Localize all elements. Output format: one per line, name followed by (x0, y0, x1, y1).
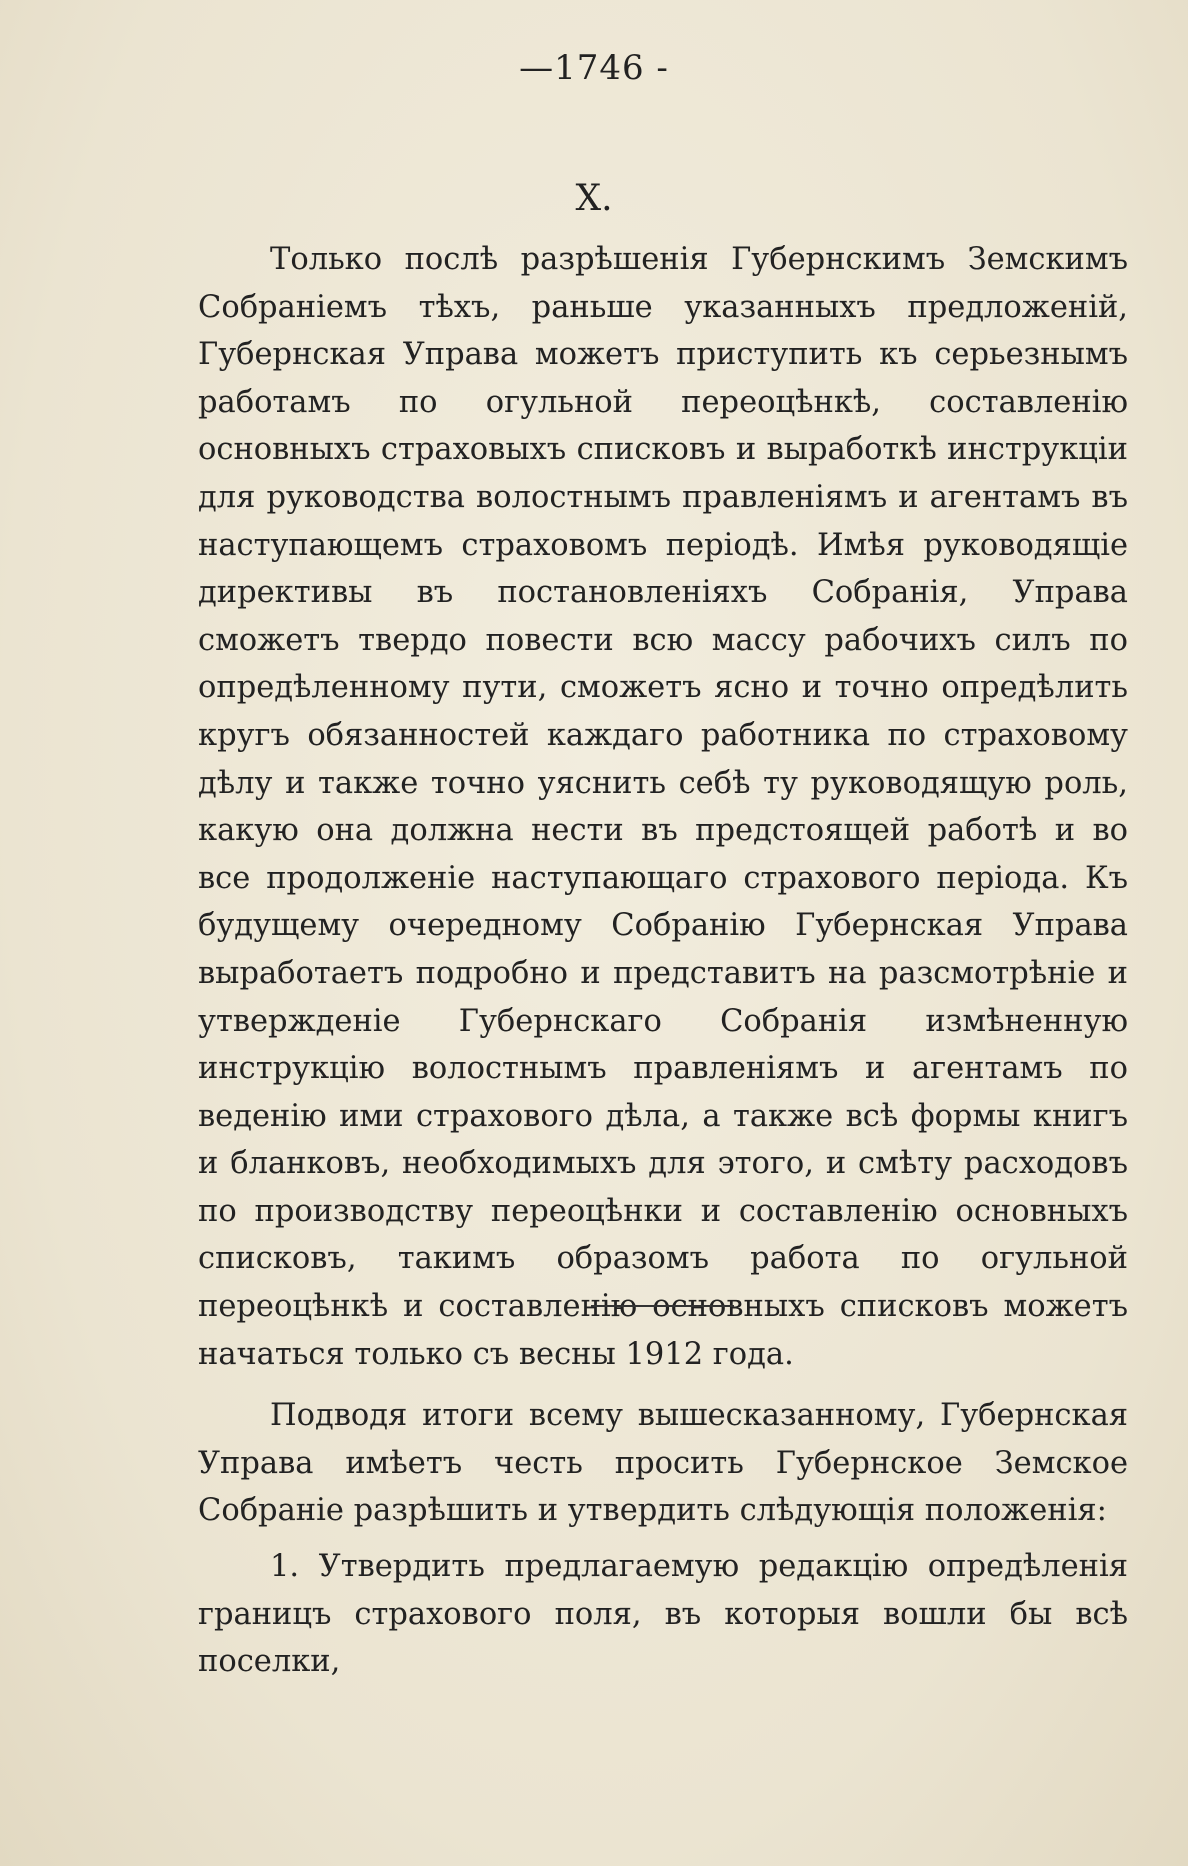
body-paragraph: Только послѣ разрѣшенія Губернскимъ Земскимъ Собраніемъ тѣхъ, раньше указанныхъ предложеній, Губернская Управа можетъ приступить къ серьезнымъ работамъ по огульной переоцѣнкѣ, составленію основныхъ страховыхъ списковъ и выработкѣ инструкціи для руководства волостнымъ правленіямъ и агентамъ въ наступающемъ страховомъ періодѣ. Имѣя руководящіе директивы въ постановленіяхъ Собранія, Управа сможетъ твердо повести всю массу рабочихъ силъ по опредѣленному пути, сможетъ ясно и точно опредѣлить кругъ обязанностей каждаго работника по страховому дѣлу и также точно уяснить себѣ ту руководящую роль, какую она должна нести въ предстоящей работѣ и во все продолженіе наступающаго страхового періода. Къ будущему очередному Собранію Губернская Управа выработаетъ подробно и представитъ на разсмотрѣніе и утвержденіе Губернскаго Собранія измѣненную инструкцію волостнымъ правленіямъ и агентамъ по веденію ими страхового дѣла, а также всѣ формы книгъ и бланковъ, необходимыхъ для этого, и смѣту расходовъ по производству переоцѣнки и составленію основныхъ списковъ, такимъ образомъ работа по огульной переоцѣнкѣ и составленію основныхъ списковъ можетъ начаться только съ весны 1912 года. (198, 242, 1128, 1372)
numbered-item-1: 1. Утвердить предлагаемую редакцію опредѣленія границъ страхового поля, въ которыя вошли бы всѣ поселки, (198, 1549, 1128, 1680)
section-divider (591, 1305, 734, 1307)
summary-paragraph: Подводя итоги всему вышесказанному, Губернская Управа имѣетъ честь просить Губернское Земское Собраніе разрѣшить и утвердить слѣдующія положенія: (198, 1398, 1128, 1529)
section-heading: X. (575, 178, 613, 219)
page-number: —1746 - (519, 48, 669, 88)
